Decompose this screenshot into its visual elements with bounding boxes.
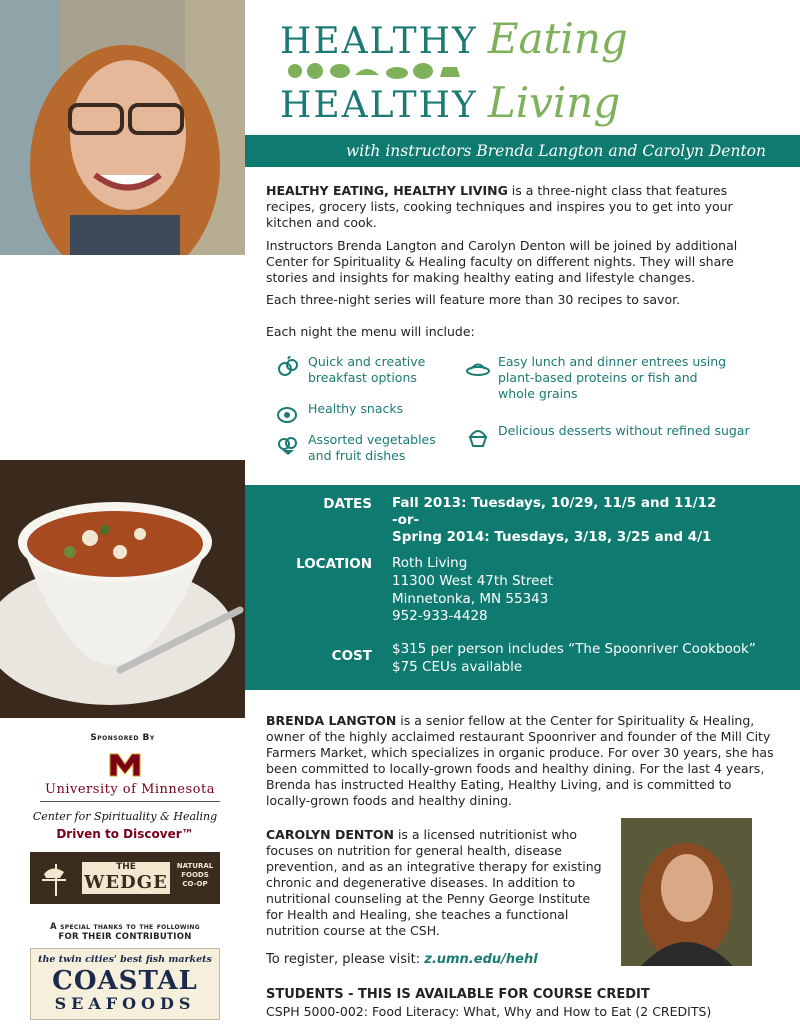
intro-p1-text: is a three-night class that features recipes, grocery lists, cooking techniques and inspires you to get into your kitchen and cook. (266, 183, 733, 230)
menu-item-desserts (466, 423, 766, 445)
register-line (266, 952, 538, 967)
location-label: LOCATION (296, 556, 372, 572)
location-venue: Roth Living (392, 555, 468, 571)
coastal-tagline: the twin cities' best fish markets (38, 954, 212, 965)
cost-ceu: $75 CEUs available (392, 659, 523, 675)
snack-icon (276, 403, 300, 425)
title-healthy-2: HEALTHY (280, 85, 478, 126)
umn-logo (30, 752, 220, 844)
vegetables-icon (276, 434, 300, 456)
umn-name: University of Minnesota (40, 782, 220, 802)
umn-tagline: Driven to Discover™ (56, 827, 194, 841)
intro-paragraph-2: Instructors Brenda Langton and Carolyn Denton will be joined by additional Center for Spirituality & Healing faculty on different nights. They will share stories and insights for making healthy eating and lifestyle changes. (266, 238, 738, 285)
dates-or: -or- (392, 512, 420, 528)
dates-fall: Fall 2013: Tuesdays, 10/29, 11/5 and 11/12 (392, 495, 717, 511)
brenda-photo (0, 0, 245, 255)
wedge-coop-text: NATURAL FOODS CO-OP (176, 862, 214, 888)
special-thanks (25, 922, 225, 942)
register-prefix: To register, please visit: (266, 952, 425, 967)
entree-icon (466, 356, 490, 378)
intro-paragraph-1 (266, 183, 776, 231)
cost-label: COST (331, 648, 372, 664)
menu-item-text: Assorted vegetables and fruit dishes (308, 432, 436, 463)
wedge-the: THE (116, 862, 136, 872)
sponsored-by-label: Sponsored By (90, 733, 155, 743)
dessert-icon (466, 425, 490, 447)
title-living: Living (487, 78, 621, 127)
carolyn-portrait-image (621, 818, 752, 966)
coastal-seafoods: SEAFOODS (54, 994, 196, 1013)
coastal-seafoods-logo (30, 948, 220, 1020)
location-city: Minnetonka, MN 55343 (392, 591, 549, 607)
dates-label: DATES (323, 496, 372, 512)
soup-photo (0, 460, 245, 718)
menu-item-snacks (276, 401, 456, 423)
soup-bowl-image (0, 460, 245, 718)
title-healthy-1: HEALTHY (280, 21, 478, 62)
brenda-bio (266, 713, 778, 809)
menu-intro: Each night the menu will include: (266, 324, 475, 339)
thanks-line-1: A special thanks to the following (50, 922, 200, 932)
dates-spring: Spring 2014: Tuesdays, 3/18, 3/25 and 4/1 (392, 529, 712, 545)
carolyn-bio (266, 827, 611, 939)
berries-icon (276, 356, 300, 378)
menu-item-text: Healthy snacks (308, 401, 404, 416)
wedge-name: WEDGE (84, 872, 168, 893)
umn-m-icon (108, 752, 142, 778)
thanks-line-2: FOR THEIR CONTRIBUTION (58, 932, 192, 942)
coastal-name: COASTAL (52, 966, 198, 996)
brenda-name: BRENDA LANGTON (266, 713, 397, 728)
csh-name: Center for Spirituality & Healing (32, 810, 218, 823)
menu-item-text: Quick and creative breakfast options (308, 354, 426, 385)
location-phone: 952-933-4428 (392, 608, 488, 624)
brenda-bio-text: is a senior fellow at the Center for Spirituality & Healing, owner of the highly acclaimed restaurant Spoonriver and founder of the Mill City Farmers Market, which specializes in organic produce. For over 30 years, she has been committed to locally-grown foods and healthy dining. For the last 4 years, Brenda has instructed Healthy Eating, Healthy Living, and is committed to locally-grown foods and healthy dining. (266, 713, 774, 808)
menu-item-entrees (466, 354, 766, 404)
title-line-2 (280, 78, 620, 127)
title-eating: Eating (487, 14, 628, 63)
instructor-text: with instructors Brenda Langton and Carolyn Denton (345, 142, 766, 160)
title-line-1 (280, 14, 628, 63)
carolyn-bio-text: is a licensed nutritionist who focuses on nutrition for general health, disease prevention, and as an integrative therapy for existing chronic and degenerative diseases. In addition to nutritional counseling at the Penny George Institute for Health and Healing, she teaches a functional nutrition course at the CSH. (266, 827, 602, 938)
wedge-name-plate (80, 860, 172, 896)
register-link[interactable]: z.umn.edu/hehl (424, 952, 538, 967)
weathervane-icon (38, 860, 74, 898)
location-street: 11300 West 47th Street (392, 573, 554, 589)
event-info-box (245, 485, 800, 690)
carolyn-photo (621, 818, 752, 966)
intro-paragraph-3: Each three-night series will feature more than 30 recipes to savor. (266, 292, 681, 307)
menu-item-text: Delicious desserts without refined sugar (498, 423, 750, 438)
students-heading: STUDENTS - THIS IS AVAILABLE FOR COURSE CREDIT (266, 987, 650, 1002)
instructor-banner (245, 135, 800, 167)
carolyn-name: CAROLYN DENTON (266, 827, 394, 842)
menu-item-vegetables (276, 432, 466, 466)
cost-price: $315 per person includes “The Spoonriver Cookbook” (392, 641, 756, 657)
wedge-coop-logo (30, 852, 220, 904)
menu-item-text: Easy lunch and dinner entrees using plant-based proteins or fish and whole grains (498, 354, 727, 401)
brenda-portrait-image (0, 0, 245, 255)
menu-item-breakfast (276, 354, 456, 388)
intro-bold-title: HEALTHY EATING, HEALTHY LIVING (266, 183, 508, 198)
students-course: CSPH 5000-002: Food Literacy: What, Why and How to Eat (2 CREDITS) (266, 1004, 712, 1019)
